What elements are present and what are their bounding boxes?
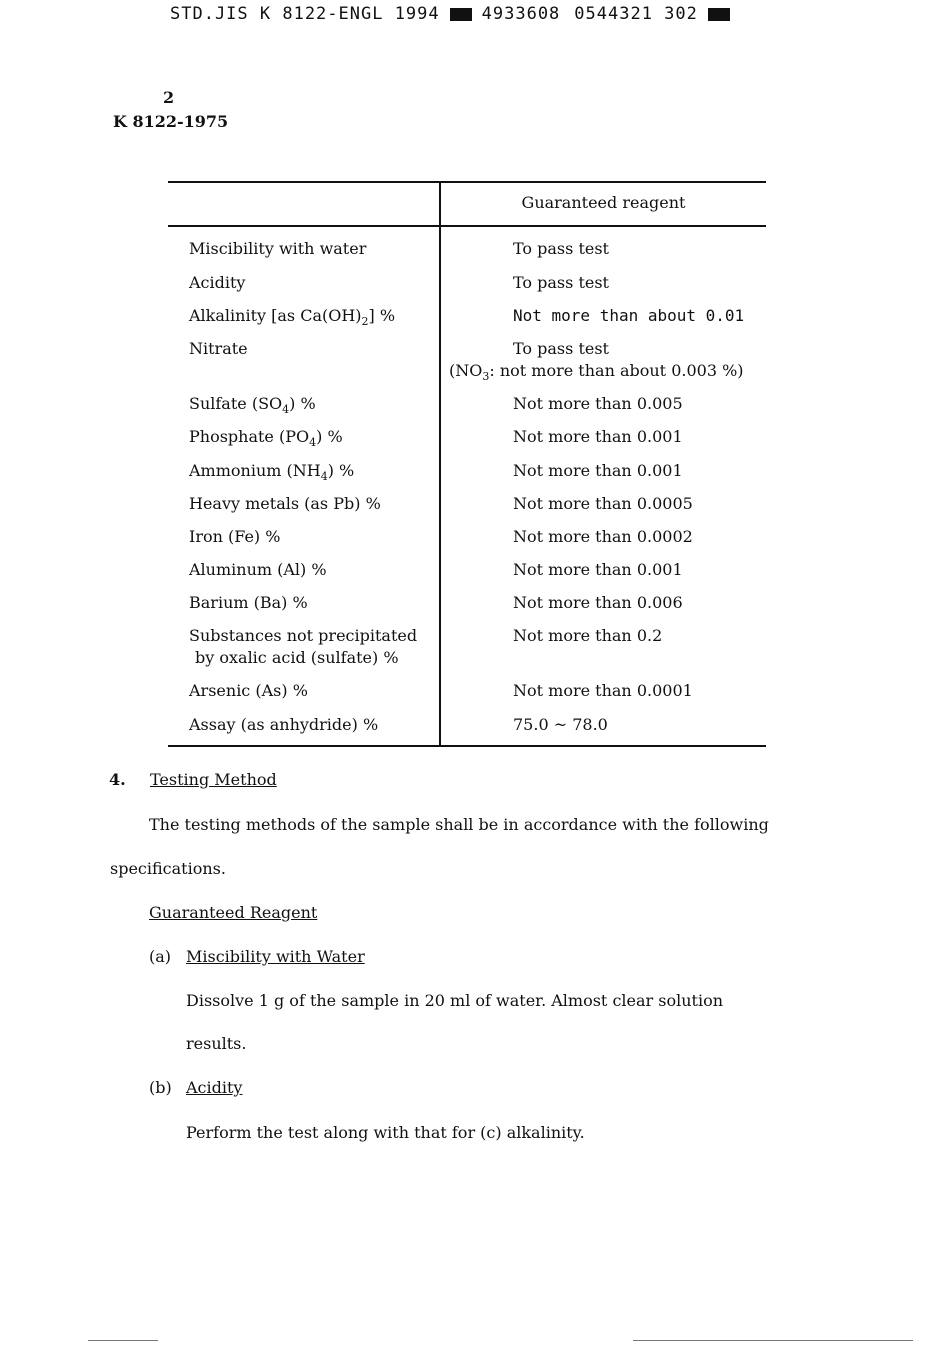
table-row-name: Ammonium $(NH_4)$ % <box>189 461 355 483</box>
table-row-value: Not more than 0.001 <box>513 461 683 480</box>
table-row-value: Not more than 0.001 <box>513 560 683 579</box>
specification-table <box>168 181 766 747</box>
table-row-value: Not more than about 0.01 <box>513 306 745 325</box>
section-intro-line-1: The testing methods of the sample shall be in accordance with the following <box>149 815 769 834</box>
table-header-rule <box>168 225 766 227</box>
item-a-title: Miscibility with Water <box>186 947 365 966</box>
standard-number: K 8122-1975 <box>113 112 229 131</box>
table-row-value: Not more than 0.0005 <box>513 494 693 513</box>
table-row-value-note: ($NO_3$: not more than about 0.003 %) <box>449 361 744 383</box>
table-row-value: Not more than 0.001 <box>513 427 683 446</box>
header-barcode-1: 4933608 <box>481 4 561 24</box>
table-row-name: Substances not precipitated <box>189 626 418 645</box>
subheading-guaranteed-reagent: Guaranteed Reagent <box>149 903 318 922</box>
table-row-value: To pass test <box>513 273 609 292</box>
table-row-value: Not more than 0.0001 <box>513 681 693 700</box>
barcode-block-icon <box>708 8 730 21</box>
item-a-label: (a) <box>149 947 172 966</box>
table-row-name: Heavy metals (as Pb) % <box>189 494 381 513</box>
item-b-label: (b) <box>149 1078 172 1097</box>
table-row-name: Miscibility with water <box>189 239 367 258</box>
table-row-value: Not more than 0.005 <box>513 394 683 413</box>
table-row-name: Nitrate <box>189 339 248 358</box>
scan-artifact-line <box>88 1340 158 1341</box>
scan-artifact-line <box>633 1340 913 1341</box>
table-row-name: Acidity <box>189 273 246 292</box>
header-code: STD.JIS K 8122-ENGL 1994 <box>170 4 440 24</box>
item-b-title: Acidity <box>186 1078 243 1097</box>
item-a-text-line-2: results. <box>186 1034 247 1053</box>
table-bottom-rule <box>168 745 766 747</box>
item-b-text: Perform the test along with that for (c) alkalinity. <box>186 1123 585 1142</box>
table-row-name: Phosphate $(PO_4)$ % <box>189 427 343 449</box>
table-row-value: To pass test <box>513 339 609 358</box>
table-row-name: Iron (Fe) % <box>189 527 281 546</box>
barcode-block-icon <box>450 8 472 21</box>
section-title: Testing Method <box>150 770 277 789</box>
table-row-value: To pass test <box>513 239 609 258</box>
table-row-value: 75.0 ~ 78.0 <box>513 715 608 734</box>
table-row-name: Assay (as anhydride) % <box>189 715 379 734</box>
table-row-value: Not more than 0.006 <box>513 593 683 612</box>
table-top-rule <box>168 181 766 183</box>
table-row-value: Not more than 0.0002 <box>513 527 693 546</box>
table-row-name: Arsenic (As) % <box>189 681 308 700</box>
document-header <box>170 4 740 24</box>
table-row-name: Sulfate $(SO_4)$ % <box>189 394 316 416</box>
item-a-text-line-1: Dissolve 1 g of the sample in 20 ml of water. Almost clear solution <box>186 991 724 1010</box>
table-row-name: Aluminum (Al) % <box>189 560 327 579</box>
header-barcode-2: 0544321 302 <box>574 4 698 24</box>
table-row-value: Not more than 0.2 <box>513 626 663 645</box>
table-row-name: Alkalinity [as $Ca(OH)_2$] % <box>189 306 396 328</box>
table-row-name-continued: by oxalic acid (sulfate) % <box>195 648 399 667</box>
page-number: 2 <box>163 88 175 107</box>
section-number: 4. <box>109 770 126 789</box>
table-column-header: Guaranteed reagent <box>521 193 686 212</box>
table-row-name: Barium (Ba) % <box>189 593 308 612</box>
section-intro-line-2: specifications. <box>110 859 226 878</box>
